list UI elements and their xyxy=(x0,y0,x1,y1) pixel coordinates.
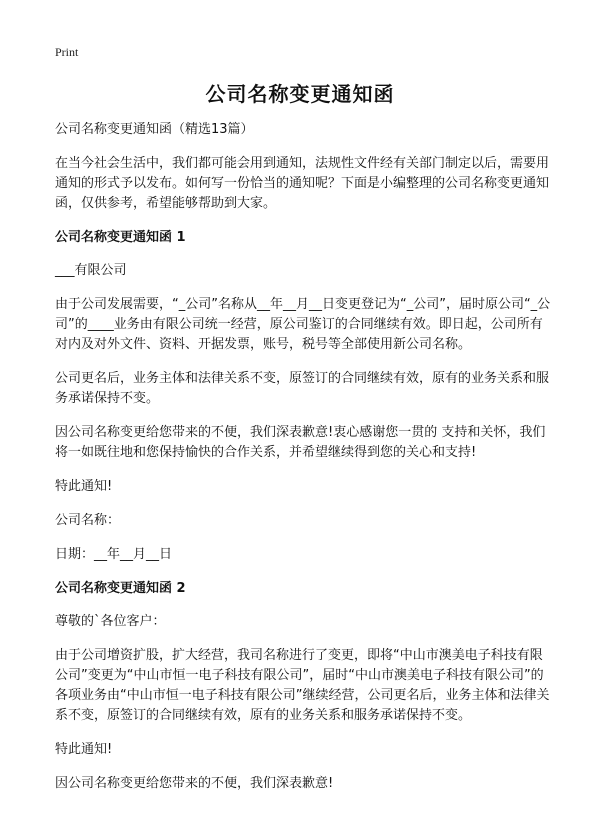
section-1-company-label: 公司名称： xyxy=(55,513,121,528)
section-2-paragraph-1: 由于公司增资扩股，扩大经营，我司名称进行了变更，即将“中山市澳美电子科技有限公司”变更为“中山市恒一电子科技有限公司”，届时“中山市澳美电子科技有限公司”的各项业务由“中山市恒一电子科技有限公司”继续经营，公司更名后，业务主体和法律关系不变，原签订的合同继续有效，原有的业务关系和服务承诺保持不变。 xyxy=(55,648,550,723)
section-1-paragraph-3: 因公司名称变更给您带来的不便，我们深表歉意!衷心感谢您一贯的 支持和关怀，我们将一如既往地和您保持愉快的合作关系，并希望继续得到您的关心和支持! xyxy=(55,425,546,460)
document-body xyxy=(55,120,555,808)
section-2-heading: 公司名称变更通知函 2 xyxy=(55,581,186,596)
print-link[interactable]: Print xyxy=(55,45,79,59)
section-1-heading: 公司名称变更通知函 1 xyxy=(55,230,186,245)
intro-paragraph: 在当今社会生活中，我们都可能会用到通知，法规性文件经有关部门制定以后，需要用通知的形式予以发布。如何写一份恰当的通知呢？下面是小编整理的公司名称变更通知函，仅供参考，希望能够帮助到大家。 xyxy=(55,156,550,211)
document-title: 公司名称变更通知函 xyxy=(205,82,395,106)
section-2-notice: 特此通知! xyxy=(55,742,113,757)
section-1-notice: 特此通知! xyxy=(55,479,113,494)
section-1-recipient: ___有限公司 xyxy=(55,263,127,278)
section-1-date: 日期：__年__月__日 xyxy=(55,547,173,562)
subtitle: 公司名称变更通知函（精选13篇） xyxy=(55,122,254,137)
section-1-paragraph-2: 公司更名后，业务主体和法律关系不变，原签订的合同继续有效，原有的业务关系和服务承诺保持不变。 xyxy=(55,371,550,406)
section-2-greeting: 尊敬的`各位客户： xyxy=(55,614,166,629)
section-2-paragraph-2: 因公司名称变更给您带来的不便，我们深表歉意! xyxy=(55,776,334,791)
section-1-paragraph-1: 由于公司发展需要，“_公司”名称从__年__月__日变更登记为“_公司”，届时原公司“_公司”的____业务由有限公司统一经营，原公司鉴订的合同继续有效。即日起，公司所有对内及对外文件、资料、开据发票，账号，税号等全部使用新公司名称。 xyxy=(55,297,551,352)
